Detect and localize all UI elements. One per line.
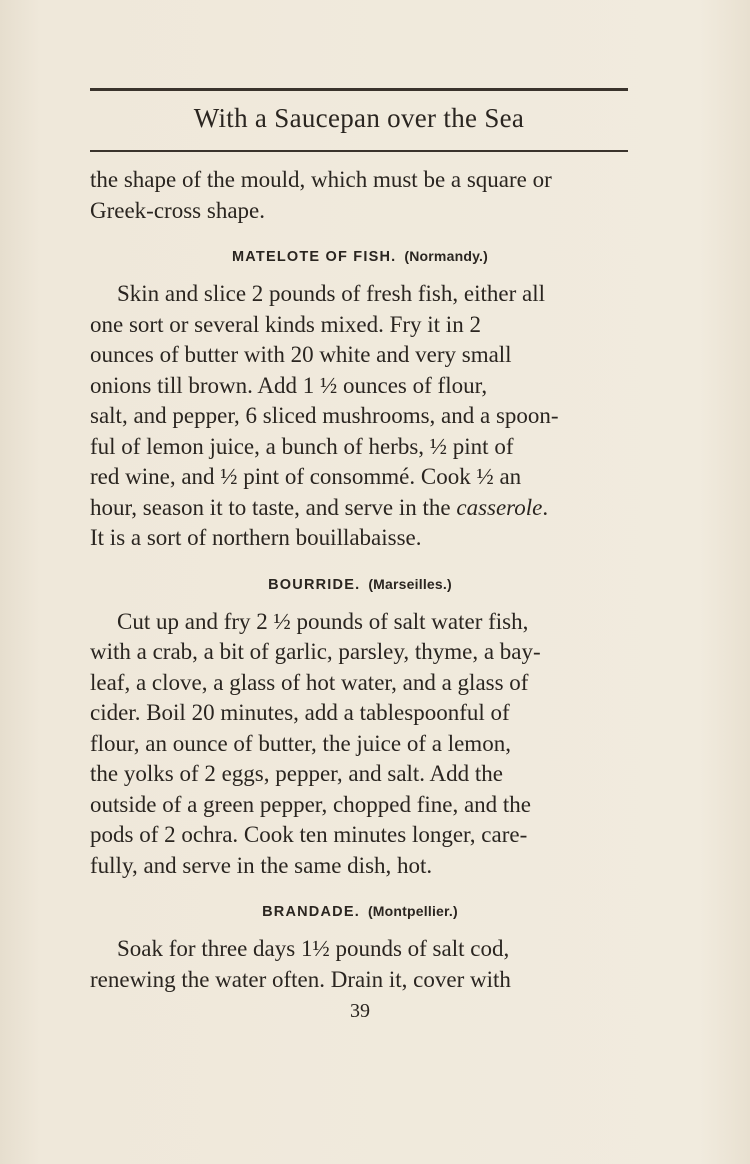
recipe-line: renewing the water often. Drain it, cover with — [90, 966, 511, 992]
body-text — [90, 165, 630, 995]
recipe-line: onions till brown. Add 1 ½ ounces of flour, — [90, 372, 488, 398]
recipe-line: hour, season it to taste, and serve in the casserole. — [90, 494, 549, 520]
recipe-line: It is a sort of northern bouillabaisse. — [90, 525, 422, 550]
recipe-region: (Marseilles.) — [368, 575, 452, 592]
recipe-line: Soak for three days 1½ pounds of salt cod, — [117, 936, 510, 961]
recipe-line: one sort or several kinds mixed. Fry it in 2 — [90, 311, 481, 337]
recipe-line: outside of a green pepper, chopped fine, and the — [90, 791, 532, 817]
continuation-line: Greek-cross shape. — [90, 197, 265, 223]
recipe-heading-matelote — [90, 246, 630, 267]
recipe-title: MATELOTE OF FISH. — [232, 249, 397, 265]
recipe-heading-bourride — [90, 574, 630, 595]
recipe-line: Skin and slice 2 pounds of fresh fish, either all — [117, 281, 545, 306]
recipe-title: BRANDADE. — [262, 904, 360, 920]
italic-word: casserole — [456, 494, 543, 520]
recipe-line: salt, and pepper, 6 sliced mushrooms, and a spoon- — [90, 403, 559, 428]
book-page — [90, 0, 630, 1164]
recipe-heading-brandade — [90, 901, 630, 922]
running-head: With a Saucepan over the Sea — [193, 103, 525, 133]
recipe-region: (Montpellier.) — [367, 903, 458, 919]
recipe-line: ful of lemon juice, a bunch of herbs, ½ pint of — [90, 433, 514, 459]
recipe-line: leaf, a clove, a glass of hot water, and a glass of — [90, 669, 529, 695]
recipe-line: cider. Boil 20 minutes, add a tablespoonful of — [90, 700, 510, 725]
recipe-title: BOURRIDE. — [268, 576, 361, 593]
recipe-line: the yolks of 2 eggs, pepper, and salt. Add the — [90, 761, 504, 786]
page-number: 39 — [350, 1000, 370, 1022]
continuation-line: the shape of the mould, which must be a square or — [90, 167, 552, 192]
recipe-region: (Normandy.) — [404, 248, 488, 264]
recipe-line: flour, an ounce of butter, the juice of a lemon, — [90, 730, 511, 756]
recipe-line: fully, and serve in the same dish, hot. — [90, 852, 433, 878]
header-rule-bottom — [90, 150, 628, 152]
header-rule-top — [90, 88, 628, 91]
recipe-line: ounces of butter with 20 white and very small — [90, 342, 512, 367]
recipe-line: red wine, and ½ pint of consommé. Cook ½ an — [90, 464, 522, 489]
recipe-line: pods of 2 ochra. Cook ten minutes longer, care- — [90, 822, 528, 847]
recipe-line: Cut up and fry 2 ½ pounds of salt water fish, — [117, 608, 529, 634]
recipe-line: with a crab, a bit of garlic, parsley, thyme, a bay- — [90, 639, 541, 664]
